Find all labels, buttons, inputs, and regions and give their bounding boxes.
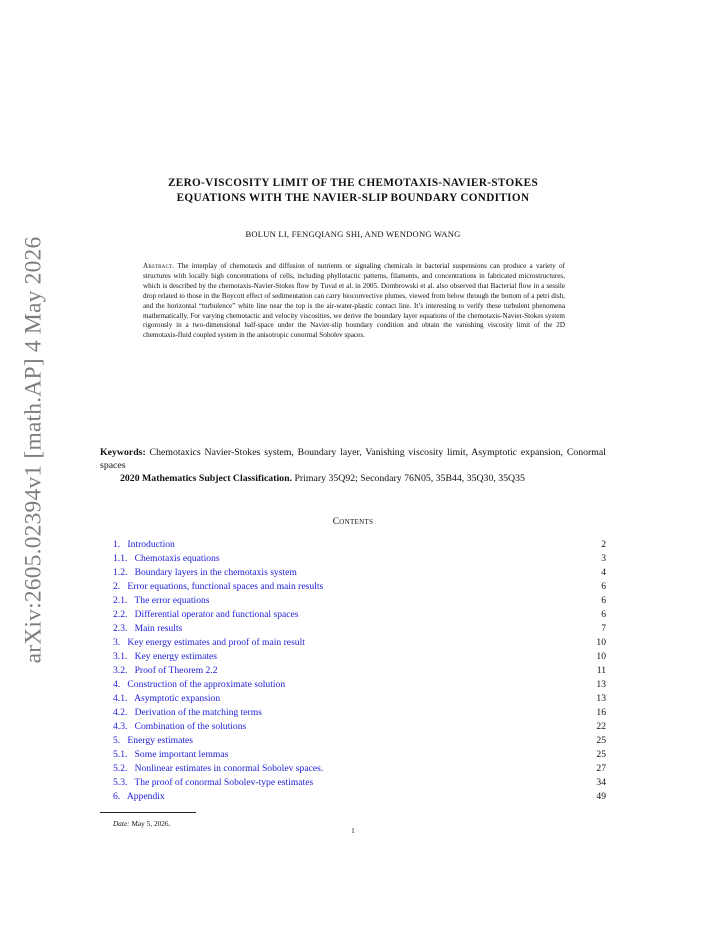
toc-entry[interactable]	[113, 748, 606, 762]
toc-entry-link[interactable]	[113, 637, 305, 648]
toc-entry-page: 3	[601, 553, 606, 564]
arxiv-sidebar-stamp	[19, 236, 49, 664]
toc-entry-number: 2.1.	[113, 595, 128, 606]
toc-entry-title: Main results	[134, 623, 183, 634]
toc-entry-title: Nonlinear estimates in conormal Sobolev spaces.	[134, 763, 324, 774]
toc-entry-title: The error equations	[134, 595, 210, 606]
toc-entry[interactable]	[113, 720, 606, 734]
toc-entry-title: Construction of the approximate solution	[127, 679, 286, 690]
toc-entry-title: Introduction	[127, 539, 175, 550]
date-text: May 5, 2026.	[131, 819, 171, 828]
toc-entry[interactable]	[113, 594, 606, 608]
toc-entry-page: 16	[596, 707, 606, 718]
toc-entry-title: Derivation of the matching terms	[134, 707, 262, 718]
toc-entry-page: 25	[596, 749, 606, 760]
abstract	[143, 262, 565, 341]
toc-entry-number: 4.1.	[113, 693, 128, 704]
toc-entry-title: The proof of conormal Sobolev-type estimates	[134, 777, 314, 788]
toc-entry-number: 2.2.	[113, 609, 128, 620]
keywords	[100, 446, 606, 472]
toc-entry-title: Appendix	[126, 791, 165, 802]
toc-entry-link[interactable]	[113, 679, 285, 690]
page-number: 1	[351, 826, 355, 835]
toc-entry-link[interactable]	[113, 609, 299, 620]
toc-entry-page: 6	[601, 595, 606, 606]
toc-entry-page: 25	[596, 735, 606, 746]
toc-entry[interactable]	[113, 650, 606, 664]
toc-entry-page: 10	[596, 651, 606, 662]
toc-entry-link[interactable]	[113, 721, 246, 732]
toc-entry-number: 1.2.	[113, 567, 128, 578]
paper-title	[100, 176, 606, 206]
toc-entry-number: 4.2.	[113, 707, 128, 718]
toc-entry-page: 6	[601, 581, 606, 592]
toc-entry-link[interactable]	[113, 623, 182, 634]
toc-entry-title: Energy estimates	[127, 735, 194, 746]
toc-entry-title: Asymptotic expansion	[134, 693, 221, 704]
abstract-label: Abstract.	[143, 262, 175, 270]
abstract-text: The interplay of chemotaxis and diffusion of nutrients or signaling chemicals in bacterial suspensions can produce a variety of structures with locally high concentrations of cells, including phyllotactic patterns, filaments, and concentrations in fabricated microstructures, which is described by the chemotaxis-Navier-Stokes flow by Tuval et al. in 2005. Dombrowski et al. also observed that Bacterial flow in a sessile drop related to those in the Boycott effect of sedimentation can carry bioconvective plumes, viewed from below through the bottom of a petri dish, and the horizontal “turbulence” white line near the top is the air-water-plastic contact line. It’s interesting to verify these turbulent phenomena mathematically. For varying chemotactic and velocity viscosities, we derive the boundary layer equations of the chemotaxis-Navier-Stokes system rigorously in a two-dimensional half-space under the Navier-slip boundary condition and obtain the vanishing viscosity limit of the 2D chemotaxis-fluid coupled system in the anisotropic conormal Sobolev spaces.	[143, 262, 566, 340]
toc-entry-title: Chemotaxis equations	[134, 553, 220, 564]
toc-entry-link[interactable]	[113, 651, 217, 662]
paper-title-line-1: ZERO-VISCOSITY LIMIT OF THE CHEMOTAXIS-NAVIER-STOKES	[167, 177, 539, 189]
toc-entry-number: 6.	[113, 791, 121, 802]
keywords-text: Chemotaxics Navier-Stokes system, Boundary layer, Vanishing viscosity limit, Asymptotic expansion, Conormal spaces	[100, 447, 607, 471]
msc-label: 2020 Mathematics Subject Classification.	[120, 473, 292, 484]
toc-entry-page: 10	[596, 637, 606, 648]
toc-entry[interactable]	[113, 790, 606, 804]
toc-entry-title: Differential operator and functional spaces	[134, 609, 299, 620]
toc-entry-title: Some important lemmas	[134, 749, 229, 760]
toc-entry-number: 2.	[113, 581, 121, 592]
toc-entry-number: 5.	[113, 735, 121, 746]
toc-entry[interactable]	[113, 692, 606, 706]
toc-entry-link[interactable]	[113, 553, 220, 564]
toc-entry-title: Proof of Theorem 2.2	[134, 665, 218, 676]
paper-authors: BOLUN LI, FENGQIANG SHI, AND WENDONG WANG	[245, 229, 461, 239]
footnote-rule	[100, 812, 196, 813]
toc-entry-link[interactable]	[113, 567, 297, 578]
toc-entry[interactable]	[113, 776, 606, 790]
toc-entry-page: 6	[601, 609, 606, 620]
toc-entry-page: 13	[596, 693, 606, 704]
toc-entry-page: 2	[601, 539, 606, 550]
toc-entry[interactable]	[113, 734, 606, 748]
toc-entry[interactable]	[113, 664, 606, 678]
toc-entry[interactable]	[113, 762, 606, 776]
toc-entry-title: Combination of the solutions	[134, 721, 247, 732]
toc-entry-page: 11	[596, 665, 606, 676]
toc-entry-page: 34	[596, 777, 606, 788]
toc-entry-number: 3.2.	[113, 665, 128, 676]
toc-entry[interactable]	[113, 706, 606, 720]
toc-entry-page: 7	[601, 623, 606, 634]
table-of-contents	[113, 538, 606, 804]
toc-entry[interactable]	[113, 622, 606, 636]
toc-entry[interactable]	[113, 678, 606, 692]
toc-entry-number: 1.	[113, 539, 121, 550]
keywords-label: Keywords:	[100, 447, 146, 458]
toc-entry-page: 13	[596, 679, 606, 690]
toc-entry-number: 5.1.	[113, 749, 128, 760]
toc-entry-link[interactable]	[113, 763, 323, 774]
toc-entry[interactable]	[113, 580, 606, 594]
toc-entry-number: 3.	[113, 637, 121, 648]
toc-entry-link[interactable]	[113, 665, 218, 676]
toc-entry-link[interactable]	[113, 581, 323, 592]
paper-title-line-2: EQUATIONS WITH THE NAVIER-SLIP BOUNDARY CONDITION	[176, 192, 530, 204]
toc-entry-page: 22	[596, 721, 606, 732]
toc-entry-link[interactable]	[113, 791, 165, 802]
keywords-block	[100, 446, 606, 485]
toc-entry-number: 4.3.	[113, 721, 128, 732]
toc-entry-number: 1.1.	[113, 553, 128, 564]
toc-entry-number: 3.1.	[113, 651, 128, 662]
toc-entry-link[interactable]	[113, 777, 313, 788]
toc-entry-link[interactable]	[113, 749, 228, 760]
date-label: Date:	[113, 819, 130, 828]
toc-entry-link[interactable]	[113, 539, 175, 550]
contents-heading: Contents	[332, 517, 374, 527]
toc-entry-page: 49	[596, 791, 606, 802]
toc-entry-title: Boundary layers in the chemotaxis system	[134, 567, 297, 578]
toc-entry-title: Error equations, functional spaces and main results	[127, 581, 324, 592]
msc-classification	[100, 472, 606, 485]
toc-entry-title: Key energy estimates	[134, 651, 218, 662]
toc-entry[interactable]	[113, 566, 606, 580]
toc-entry-link[interactable]	[113, 735, 193, 746]
toc-entry-number: 5.2.	[113, 763, 128, 774]
toc-entry-title: Key energy estimates and proof of main result	[127, 637, 305, 648]
toc-entry-page: 27	[596, 763, 606, 774]
toc-entry[interactable]	[113, 608, 606, 622]
toc-entry-number: 2.3.	[113, 623, 128, 634]
toc-entry-link[interactable]	[113, 595, 210, 606]
msc-text: Primary 35Q92; Secondary 76N05, 35B44, 35Q30, 35Q35	[294, 473, 525, 484]
toc-entry-number: 5.3.	[113, 777, 128, 788]
toc-entry[interactable]	[113, 636, 606, 650]
toc-entry[interactable]	[113, 552, 606, 566]
arxiv-identifier: arXiv:2605.02394v1 [math.AP] 4 May 2026	[20, 236, 47, 664]
toc-entry-link[interactable]	[113, 693, 220, 704]
toc-entry-link[interactable]	[113, 707, 262, 718]
toc-entry-page: 4	[601, 567, 606, 578]
toc-entry-number: 4.	[113, 679, 121, 690]
toc-entry[interactable]	[113, 538, 606, 552]
